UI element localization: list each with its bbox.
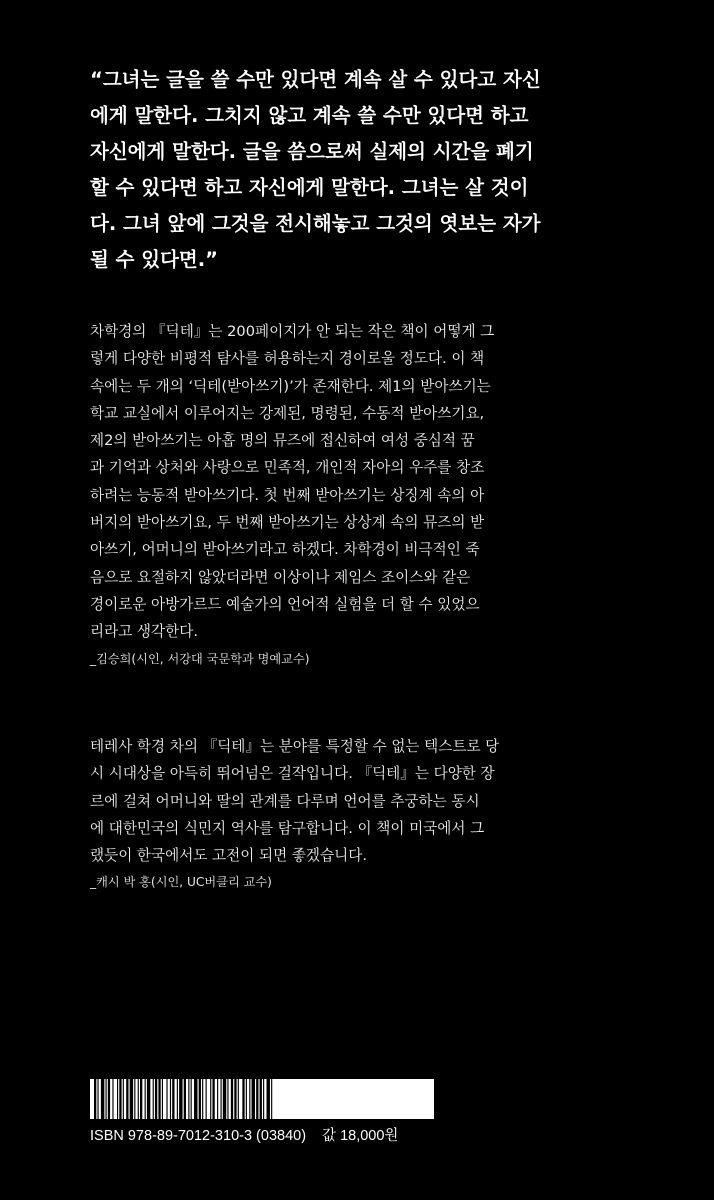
barcode-bar	[212, 1079, 214, 1119]
barcode-bar	[271, 1079, 272, 1119]
barcode-bar	[112, 1079, 113, 1119]
review-line: 리라고 생각한다.	[90, 623, 198, 641]
barcode-bar	[210, 1079, 211, 1119]
review-line: 음으로 요절하지 않았더라면 이상이나 제임스 조이스와 같은	[90, 568, 471, 586]
isbn-number: ISBN 978-89-7012-310-3 (03840)	[90, 1128, 307, 1144]
review-line: 학교 교실에서 이루어지는 강제된, 명령된, 수동적 받아쓰기요,	[90, 404, 485, 422]
review-attribution: _김승희(시인, 서강대 국문학과 명예교수)	[90, 651, 310, 666]
barcode-bar	[179, 1079, 182, 1119]
pull-quote	[90, 62, 630, 278]
barcode-bar	[184, 1079, 186, 1119]
barcode-bar	[170, 1079, 171, 1119]
quote-line: 에게 말한다. 그치지 않고 계속 쓸 수만 있다면 하고	[90, 104, 529, 127]
isbn-line	[90, 1126, 398, 1146]
barcode-bar	[234, 1079, 236, 1119]
review-line: 랬듯이 한국에서도 고전이 되면 좋겠습니다.	[90, 847, 367, 865]
review-kim-seunghee	[90, 318, 630, 673]
review-cathy-park-hong	[90, 733, 630, 896]
barcode-bar	[242, 1079, 244, 1119]
review-line: 버지의 받아쓰기요, 두 번째 받아쓰기는 상상계 속의 뮤즈의 받	[90, 514, 485, 532]
barcode-bar	[145, 1079, 146, 1119]
quote-line: “그녀는 글을 쓸 수만 있다면 계속 살 수 있다고 자신	[90, 68, 541, 91]
barcode-bar	[246, 1079, 247, 1119]
barcode-bar	[249, 1079, 250, 1119]
barcode-bar	[123, 1079, 124, 1119]
quote-line: 자신에게 말한다. 글을 씀으로써 실제의 시간을 폐기	[90, 140, 534, 163]
barcode-bar	[106, 1079, 107, 1119]
review-line: 테레사 학경 차의 『딕테』는 분야를 특정할 수 없는 텍스트로 당	[90, 738, 500, 755]
barcode-bar	[223, 1079, 226, 1119]
review-line: 제2의 받아쓰기는 아홉 명의 뮤즈에 접신하여 여성 중심적 꿈	[90, 432, 475, 450]
review-line: 하려는 능동적 받아쓰기다. 첫 번째 받아쓰기는 상징계 속의 아	[90, 486, 485, 504]
barcode-bar	[147, 1079, 150, 1119]
barcode-bar	[256, 1079, 258, 1119]
barcode-bar	[202, 1079, 203, 1119]
barcode	[90, 1079, 434, 1119]
barcode-bar	[166, 1079, 167, 1119]
review-line: 속에는 두 개의 ‘딕테(받아쓰기)’가 존재한다. 제1의 받아쓰기는	[90, 377, 491, 395]
review-line: 르에 걸쳐 어머니와 딸의 관계를 다루며 언어를 추궁하는 동시	[90, 792, 480, 810]
barcode-bar	[238, 1079, 239, 1119]
barcode-bar	[194, 1079, 197, 1119]
quote-line: 다. 그녀 앞에 그것을 전시해놓고 그것의 엿보는 자가	[90, 212, 541, 235]
review-line: 과 기억과 상처와 사랑으로 민족적, 개인적 자아의 우주를 창조	[90, 459, 485, 477]
barcode-bar	[101, 1079, 104, 1119]
barcode-bar	[117, 1079, 118, 1119]
barcode-graphic	[90, 1079, 434, 1119]
quote-line: 될 수 있다면.”	[90, 248, 218, 271]
barcode-bar	[221, 1079, 222, 1119]
barcode-bar	[263, 1079, 264, 1119]
barcode-bar	[231, 1079, 233, 1119]
barcode-bar	[94, 1079, 96, 1119]
barcode-bar	[267, 1079, 270, 1119]
barcode-bar	[130, 1079, 133, 1119]
barcode-bar	[227, 1079, 228, 1119]
barcode-bar	[97, 1079, 98, 1119]
barcode-bar	[162, 1079, 163, 1119]
barcode-bar	[172, 1079, 174, 1119]
quote-line: 할 수 있다면 하고 자신에게 말한다. 그녀는 살 것이	[90, 176, 529, 199]
barcode-bar	[191, 1079, 192, 1119]
review-line: 렇게 다양한 비평적 탐사를 허용하는지 경이로울 정도다. 이 책	[90, 350, 485, 368]
barcode-bar	[108, 1079, 110, 1119]
review-line: 시 시대상을 아득히 뛰어넘은 걸작입니다. 『딕테』는 다양한 장	[90, 765, 495, 783]
barcode-bar	[155, 1079, 157, 1119]
barcode-bar	[188, 1079, 189, 1119]
review-line: 아쓰기, 어머니의 받아쓰기라고 하겠다. 차학경이 비극적인 죽	[90, 541, 480, 559]
barcode-bar	[138, 1079, 139, 1119]
price-label: 값 18,000원	[322, 1128, 399, 1144]
barcode-bar	[134, 1079, 135, 1119]
review-attribution: _캐시 박 홍(시인, UC버클리 교수)	[90, 875, 272, 890]
barcode-bar	[199, 1079, 201, 1119]
review-line: 에 대한민국의 식민지 역사를 탐구합니다. 이 책이 미국에서 그	[90, 819, 485, 837]
barcode-bar	[217, 1079, 218, 1119]
barcode-bar	[252, 1079, 255, 1119]
barcode-bar	[140, 1079, 142, 1119]
barcode-bar	[260, 1079, 262, 1119]
barcode-bar	[153, 1079, 154, 1119]
barcode-bar	[126, 1079, 128, 1119]
barcode-bar	[177, 1079, 178, 1119]
barcode-bar	[119, 1079, 121, 1119]
review-line: 차학경의 『딕테』는 200페이지가 안 되는 작은 책이 어떻게 그	[90, 323, 495, 340]
barcode-bar	[158, 1079, 160, 1119]
barcode-bar	[206, 1079, 207, 1119]
review-line: 경이로운 아방가르드 예술가의 언어적 실험을 더 할 수 있었으	[90, 595, 480, 613]
